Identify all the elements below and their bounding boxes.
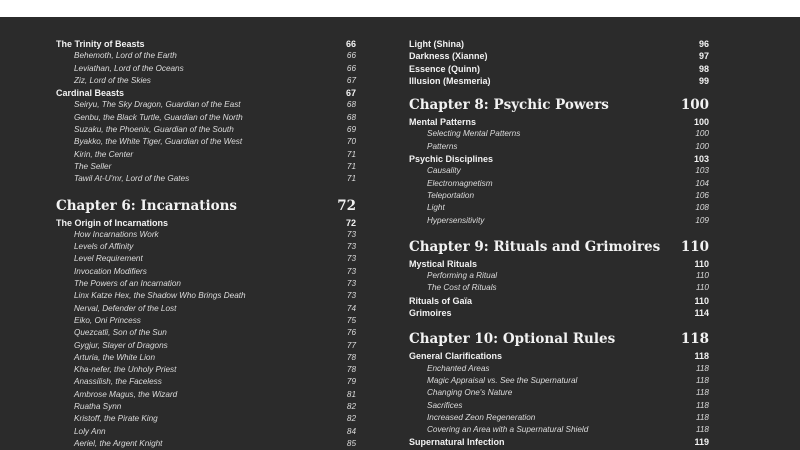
toc-entry-title: Selecting Mental Patterns (427, 129, 521, 139)
toc-subsection-entry[interactable] (56, 266, 356, 278)
toc-entry-title: Level Requirement (74, 254, 143, 264)
toc-entry-title: Invocation Modifiers (74, 266, 147, 276)
toc-section-entry[interactable] (409, 295, 709, 307)
toc-entry-title: Ziz, Lord of the Skies (74, 75, 151, 85)
toc-entry-page-number: 72 (345, 217, 356, 228)
toc-entry-title: Quezcatli, Son of the Sun (74, 328, 167, 338)
toc-entry-title: Kristoff, the Pirate King (74, 414, 158, 424)
toc-section-entry[interactable] (409, 258, 709, 270)
toc-subsection-entry[interactable] (56, 352, 356, 364)
toc-subsection-entry[interactable] (409, 363, 709, 375)
toc-entry-page-number: 70 (346, 137, 356, 147)
toc-entry-title: Sacrifices (427, 400, 463, 410)
toc-entry-page-number: 67 (345, 88, 356, 99)
toc-entry-page-number: 100 (680, 97, 709, 114)
toc-subsection-entry[interactable] (56, 136, 356, 148)
toc-column-left (56, 38, 356, 450)
toc-entry-title: Darkness (Xianne) (409, 51, 488, 62)
toc-subsection-entry[interactable] (56, 426, 356, 438)
toc-chapter-entry[interactable] (56, 195, 356, 217)
toc-entry-title: Rituals of Gaïa (409, 295, 473, 306)
toc-entry-title: Aeriel, the Argent Knight (74, 438, 163, 448)
toc-subsection-entry[interactable] (56, 376, 356, 388)
toc-entry-title: Mental Patterns (409, 117, 477, 128)
toc-entry-page-number: 69 (346, 125, 356, 135)
toc-entry-title: Seiryu, The Sky Dragon, Guardian of the East (74, 100, 241, 110)
toc-subsection-entry[interactable] (56, 161, 356, 173)
toc-entry-title: Patterns (427, 141, 458, 151)
toc-section-entry[interactable] (409, 50, 709, 62)
toc-subsection-entry[interactable] (56, 50, 356, 62)
toc-entry-title: Gygjur, Slayer of Dragons (74, 340, 168, 350)
toc-entry-page-number: 71 (346, 174, 356, 184)
toc-entry-page-number: 110 (680, 238, 709, 255)
toc-entry-title: Linx Katze Hex, the Shadow Who Brings Death (74, 291, 246, 301)
toc-entry-title: The Powers of an Incarnation (74, 279, 181, 289)
toc-entry-title: Behemoth, Lord of the Earth (74, 51, 177, 61)
toc-entry-page-number: 84 (346, 426, 356, 436)
toc-chapter-entry[interactable] (409, 236, 709, 258)
toc-entry-title: General Clarifications (409, 351, 503, 362)
toc-entry-page-number: 100 (695, 141, 709, 151)
toc-entry-title: Chapter 6: Incarnations (56, 197, 238, 214)
toc-entry-page-number: 73 (346, 279, 356, 289)
toc-entry-page-number: 76 (346, 328, 356, 338)
toc-entry-page-number: 103 (695, 166, 709, 176)
toc-section-entry[interactable] (56, 87, 356, 99)
toc-subsection-entry[interactable] (56, 278, 356, 290)
toc-subsection-entry[interactable] (56, 438, 356, 450)
toc-entry-title: Loly Ann (74, 426, 106, 436)
toc-entry-title: How Incarnations Work (74, 229, 159, 239)
toc-subsection-entry[interactable] (56, 413, 356, 425)
toc-entry-page-number: 81 (346, 389, 356, 399)
toc-entry-title: Levels of Affinity (74, 242, 134, 252)
toc-entry-page-number: 108 (695, 203, 709, 213)
toc-entry-title: The Trinity of Beasts (56, 39, 145, 49)
toc-entry-title: Chapter 10: Optional Rules (409, 331, 616, 348)
toc-entry-title: Cardinal Beasts (56, 88, 125, 99)
toc-entry-page-number: 118 (695, 375, 709, 385)
toc-chapter-entry[interactable] (409, 94, 709, 116)
toc-entry-title: Anassilish, the Faceless (74, 377, 162, 387)
toc-subsection-entry[interactable] (56, 389, 356, 401)
toc-entry-title: Tawil At-U'mr, Lord of the Gates (74, 174, 190, 184)
toc-subsection-entry[interactable] (56, 75, 356, 87)
toc-entry-title: Light (427, 203, 445, 213)
toc-entry-title: Teleportation (427, 190, 475, 200)
toc-subsection-entry[interactable] (409, 141, 709, 153)
toc-subsection-entry[interactable] (56, 340, 356, 352)
toc-subsection-entry[interactable] (409, 178, 709, 190)
toc-entry-title: Supernatural Infection (409, 437, 505, 448)
toc-entry-title: Ambrose Magus, the Wizard (74, 389, 178, 399)
toc-entry-title: Light (Shina) (409, 39, 464, 49)
toc-entry-page-number: 118 (695, 388, 709, 398)
toc-entry-page-number: 71 (346, 149, 356, 159)
toc-chapter-entry[interactable] (409, 328, 709, 350)
toc-entry-page-number: 73 (346, 254, 356, 264)
toc-subsection-entry[interactable] (409, 190, 709, 202)
toc-subsection-entry[interactable] (56, 112, 356, 124)
toc-entry-page-number: 67 (346, 75, 356, 85)
toc-entry-page-number: 100 (693, 117, 709, 128)
toc-subsection-entry[interactable] (409, 202, 709, 214)
toc-entry-title: Increased Zeon Regeneration (427, 412, 536, 422)
toc-entry-page-number: 106 (695, 190, 709, 200)
toc-entry-title: Suzaku, the Phoenix, Guardian of the South (74, 125, 234, 135)
toc-entry-page-number: 66 (345, 39, 356, 49)
toc-entry-page-number: 118 (695, 412, 709, 422)
toc-subsection-entry[interactable] (56, 303, 356, 315)
toc-entry-title: Changing One's Nature (427, 388, 513, 398)
toc-entry-title: Leviathan, Lord of the Oceans (74, 63, 184, 73)
toc-entry-title: Genbu, the Black Turtle, Guardian of the North (74, 112, 243, 122)
toc-entry-title: Hypersensitivity (427, 215, 485, 225)
toc-entry-page-number: 71 (346, 161, 356, 171)
toc-subsection-entry[interactable] (56, 124, 356, 136)
toc-entry-title: Chapter 9: Rituals and Grimoires (409, 238, 661, 255)
toc-section-entry[interactable] (409, 116, 709, 128)
toc-column-right (409, 38, 709, 449)
toc-entry-page-number: 119 (694, 437, 709, 448)
toc-entry-title: Magic Appraisal vs. See the Supernatural (427, 375, 578, 385)
toc-entry-title: Ruatha Synn (74, 402, 122, 412)
toc-entry-page-number: 73 (346, 266, 356, 276)
toc-subsection-entry[interactable] (409, 215, 709, 227)
toc-entry-title: Nerval, Defender of the Lost (74, 303, 177, 313)
toc-entry-page-number: 82 (346, 414, 356, 424)
toc-entry-title: Kha-nefer, the Unholy Priest (74, 365, 177, 375)
toc-subsection-entry[interactable] (56, 229, 356, 241)
toc-entry-page-number: 118 (695, 363, 709, 373)
toc-subsection-entry[interactable] (56, 241, 356, 253)
toc-section-entry[interactable] (409, 75, 709, 87)
toc-subsection-entry[interactable] (409, 282, 709, 294)
toc-subsection-entry[interactable] (56, 290, 356, 302)
toc-entry-page-number: 114 (694, 308, 709, 319)
toc-entry-page-number: 74 (346, 303, 356, 313)
toc-subsection-entry[interactable] (409, 424, 709, 436)
toc-section-entry[interactable] (409, 63, 709, 75)
toc-entry-page-number: 68 (346, 112, 356, 122)
toc-entry-page-number: 73 (346, 242, 356, 252)
toc-entry-title: Byakko, the White Tiger, Guardian of the West (74, 137, 243, 147)
toc-entry-title: Enchanted Areas (427, 363, 490, 373)
toc-subsection-entry[interactable] (56, 364, 356, 376)
toc-entry-title: Causality (427, 166, 461, 176)
toc-entry-title: Performing a Ritual (427, 271, 498, 281)
toc-entry-page-number: 110 (694, 258, 709, 269)
toc-section-entry[interactable] (409, 350, 709, 362)
toc-subsection-entry[interactable] (56, 253, 356, 265)
toc-entry-page-number: 109 (695, 215, 709, 225)
toc-section-entry[interactable] (409, 436, 709, 448)
toc-entry-page-number: 110 (695, 283, 709, 293)
toc-entry-title: The Cost of Rituals (427, 283, 497, 293)
toc-entry-page-number: 72 (337, 197, 356, 214)
toc-entry-page-number: 110 (694, 295, 709, 306)
top-margin-band (0, 0, 800, 17)
toc-subsection-entry[interactable] (409, 387, 709, 399)
toc-subsection-entry[interactable] (409, 375, 709, 387)
toc-entry-page-number: 75 (346, 315, 356, 325)
toc-section-entry[interactable] (409, 307, 709, 319)
toc-subsection-entry[interactable] (56, 173, 356, 185)
toc-entry-page-number: 118 (695, 400, 709, 410)
toc-entry-title: Grimoires (409, 308, 452, 319)
toc-entry-page-number: 118 (694, 351, 709, 362)
toc-section-entry[interactable] (56, 38, 356, 50)
toc-entry-page-number: 68 (346, 100, 356, 110)
toc-entry-title: Kirin, the Center (74, 149, 134, 159)
toc-entry-title: Covering an Area with a Supernatural Shield (427, 425, 589, 435)
toc-entry-title: Mystical Rituals (409, 258, 478, 269)
toc-subsection-entry[interactable] (409, 400, 709, 412)
toc-subsection-entry[interactable] (409, 270, 709, 282)
toc-section-entry[interactable] (409, 153, 709, 165)
toc-entry-title: Essence (Quinn) (409, 63, 481, 74)
toc-entry-title: Psychic Disciplines (409, 154, 494, 165)
toc-entry-page-number: 73 (346, 229, 356, 239)
toc-subsection-entry[interactable] (56, 401, 356, 413)
toc-subsection-entry[interactable] (56, 327, 356, 339)
toc-entry-page-number: 78 (346, 365, 356, 375)
toc-entry-page-number: 104 (695, 178, 709, 188)
toc-entry-page-number: 79 (346, 377, 356, 387)
toc-subsection-entry[interactable] (409, 128, 709, 140)
toc-entry-page-number: 118 (680, 331, 709, 348)
toc-entry-page-number: 78 (346, 352, 356, 362)
toc-entry-page-number: 98 (698, 63, 709, 74)
toc-subsection-entry[interactable] (56, 63, 356, 75)
toc-entry-title: The Origin of Incarnations (56, 217, 169, 228)
toc-entry-title: Illusion (Mesmeria) (409, 75, 491, 86)
toc-entry-title: Chapter 8: Psychic Powers (409, 97, 609, 114)
toc-entry-page-number: 97 (698, 51, 709, 62)
toc-entry-page-number: 99 (698, 75, 709, 86)
toc-entry-title: The Seller (74, 161, 112, 171)
toc-subsection-entry[interactable] (56, 315, 356, 327)
toc-entry-page-number: 77 (346, 340, 356, 350)
toc-entry-page-number: 85 (346, 438, 356, 448)
toc-entry-page-number: 110 (695, 271, 709, 281)
toc-entry-page-number: 103 (693, 154, 709, 165)
toc-entry-page-number: 118 (695, 425, 709, 435)
toc-subsection-entry[interactable] (409, 412, 709, 424)
toc-entry-title: Eiko, Oni Princess (74, 315, 141, 325)
toc-subsection-entry[interactable] (56, 149, 356, 161)
toc-subsection-entry[interactable] (409, 165, 709, 177)
toc-entry-title: Electromagnetism (427, 178, 493, 188)
toc-subsection-entry[interactable] (56, 99, 356, 111)
toc-section-entry[interactable] (409, 38, 709, 50)
toc-entry-page-number: 96 (698, 39, 709, 49)
toc-section-entry[interactable] (56, 217, 356, 229)
toc-entry-page-number: 100 (695, 129, 709, 139)
toc-entry-page-number: 66 (346, 63, 356, 73)
toc-entry-title: Arturia, the White Lion (74, 352, 156, 362)
toc-entry-page-number: 82 (346, 402, 356, 412)
toc-entry-page-number: 66 (346, 51, 356, 61)
toc-entry-page-number: 73 (346, 291, 356, 301)
